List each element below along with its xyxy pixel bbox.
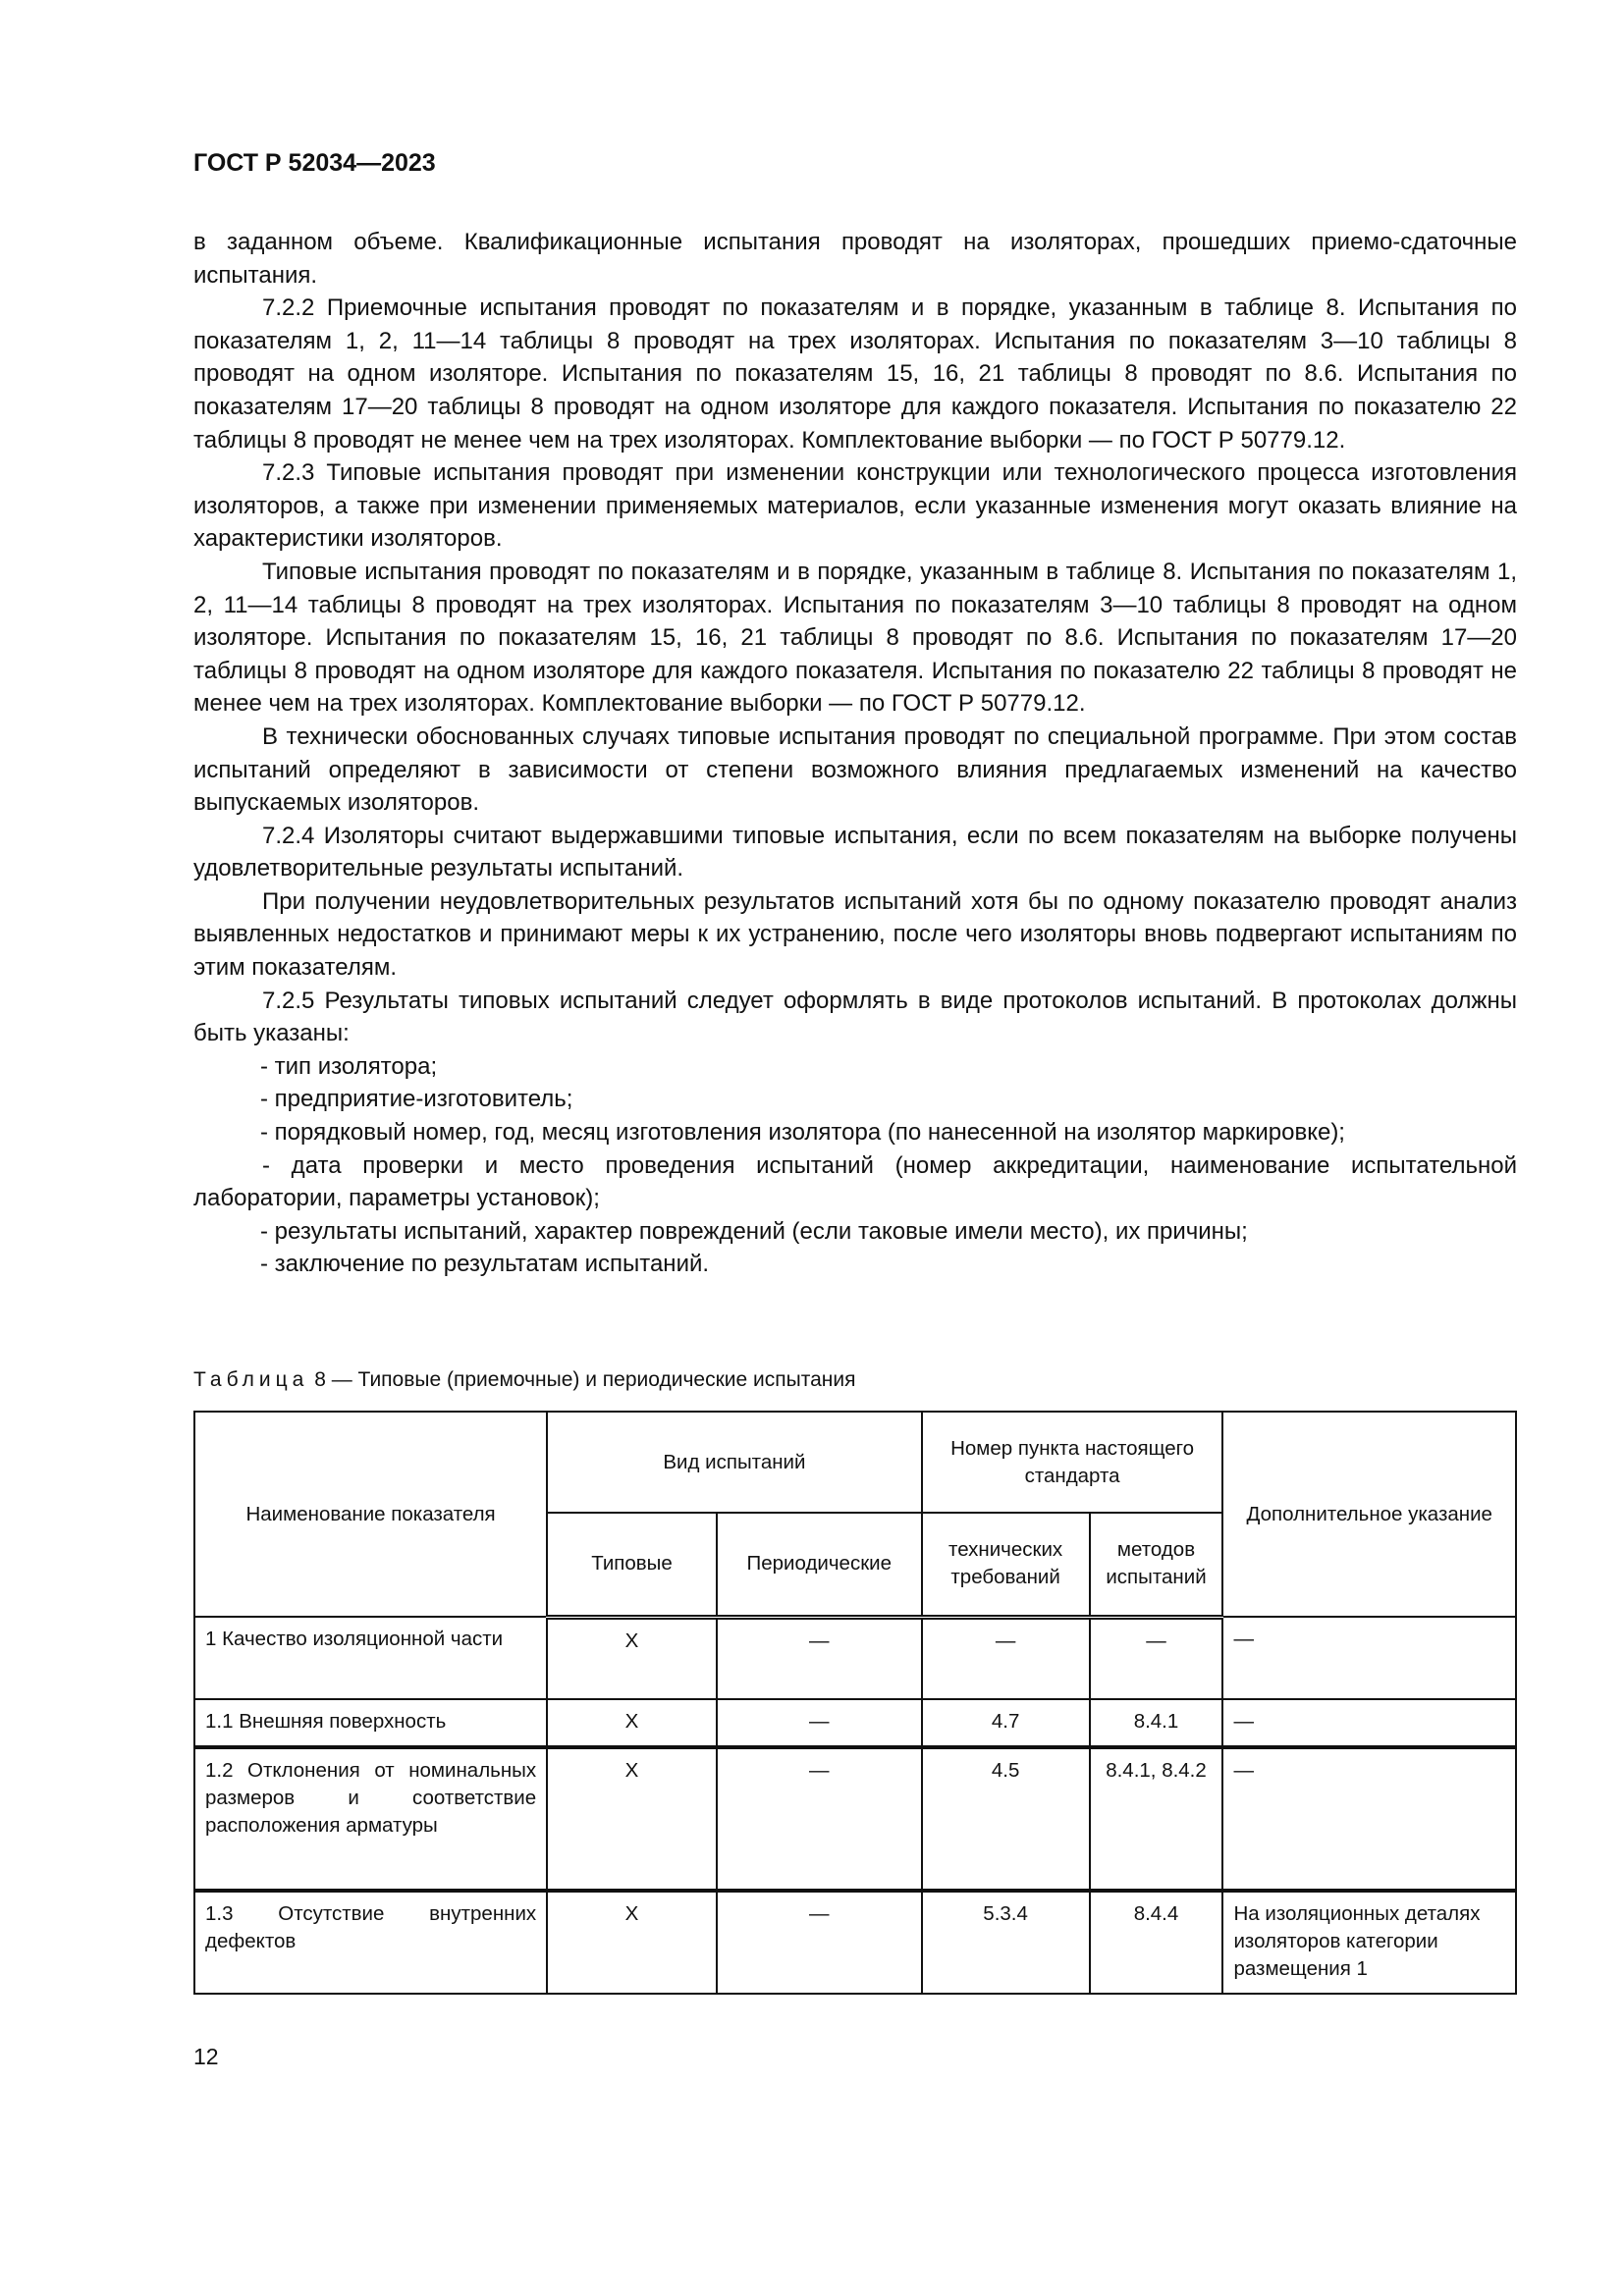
cell-methods: — bbox=[1090, 1617, 1223, 1699]
cell-name: 1.1 Внешняя поверхность bbox=[194, 1699, 547, 1747]
cell-name: 1 Качество изоляционной части bbox=[194, 1617, 547, 1699]
cell-note: На изоляционных деталях изоляторов категории размещения 1 bbox=[1222, 1891, 1516, 1994]
table-row bbox=[194, 1617, 1516, 1699]
header-note: Дополнительное указание bbox=[1222, 1412, 1516, 1617]
cell-typical: X bbox=[547, 1891, 717, 1994]
cell-periodic: — bbox=[717, 1747, 922, 1891]
table-row bbox=[194, 1891, 1516, 1994]
page-number: 12 bbox=[193, 2044, 219, 2069]
cell-tech: 4.5 bbox=[922, 1747, 1090, 1891]
paragraph: 7.2.4 Изоляторы считают выдержавшими типовые испытания, если по всем показателям на выборке получены удовлетворительные результаты испытаний. bbox=[193, 822, 1517, 882]
table-row bbox=[194, 1747, 1516, 1891]
table-caption-title: 8 — Типовые (приемочные) и периодические испытания bbox=[314, 1368, 856, 1391]
cell-name: 1.3 Отсутствие внутренних дефектов bbox=[194, 1891, 547, 1994]
paragraph: В технически обоснованных случаях типовые испытания проводят по специальной программе. При этом состав испытаний определяют в зависимости от степени возможного влияния предлагаемых изменений на качество выпускаемых изоляторов. bbox=[193, 722, 1517, 817]
list-item: - дата проверки и место проведения испытаний (номер аккредитации, наименование испытательной лаборатории, параметры установок); bbox=[193, 1151, 1517, 1212]
cell-note: — bbox=[1222, 1747, 1516, 1891]
table-caption bbox=[193, 1368, 855, 1392]
paragraph: 7.2.2 Приемочные испытания проводят по показателям и в порядке, указанным в таблице 8. Испытания по показателям 1, 2, 11—14 таблицы 8 проводят на трех изоляторах. Испытания по показателям 3—10 таблицы 8 проводят на одном изоляторе. Испытания по показателям 15, 16, 21 таблицы 8 проводят по 8.6. Испытания по показателям 17—20 таблицы 8 проводят на одном изоляторе для каждого показателя. Испытания по показателю 22 таблицы 8 проводят не менее чем на трех изоляторах. Комплектование выборки — по ГОСТ Р 50779.12. bbox=[193, 294, 1517, 454]
cell-periodic: — bbox=[717, 1699, 922, 1747]
document-header: ГОСТ Р 52034—2023 bbox=[193, 149, 436, 177]
paragraph: При получении неудовлетворительных результатов испытаний хотя бы по одному показателю проводят анализ выявленных недостатков и принимают меры к их устранению, после чего изоляторы вновь подвергают испытаниям по этим показателям. bbox=[193, 887, 1517, 982]
list-item: - результаты испытаний, характер повреждений (если таковые имели место), их причины; bbox=[260, 1217, 1248, 1245]
list-item: - заключение по результатам испытаний. bbox=[260, 1251, 710, 1278]
cell-periodic: — bbox=[717, 1617, 922, 1699]
table-caption-word: Таблица bbox=[193, 1368, 309, 1391]
list-item: - порядковый номер, год, месяц изготовления изолятора (по нанесенной на изолятор маркировке); bbox=[260, 1119, 1345, 1147]
header-tech: технических требований bbox=[922, 1513, 1090, 1617]
header-name: Наименование показателя bbox=[194, 1412, 547, 1617]
cell-tech: 5.3.4 bbox=[922, 1891, 1090, 1994]
cell-note: — bbox=[1222, 1699, 1516, 1747]
header-clause: Номер пункта настоящего стандарта bbox=[922, 1412, 1223, 1513]
paragraph: Типовые испытания проводят по показателям и в порядке, указанным в таблице 8. Испытания по показателям 1, 2, 11—14 таблицы 8 проводят на трех изоляторах. Испытания по показателям 3—10 таблицы 8 проводят на одном изоляторе. Испытания по показателям 15, 16, 21 таблицы 8 проводят по 8.6. Испытания по показателям 17—20 таблицы 8 проводят на одном изоляторе для каждого показателя. Испытания по показателю 22 таблицы 8 проводят не менее чем на трех изоляторах. Комплектование выборки — по ГОСТ Р 50779.12. bbox=[193, 558, 1517, 718]
cell-note: — bbox=[1222, 1617, 1516, 1699]
header-methods: методов испытаний bbox=[1090, 1513, 1223, 1617]
header-typical: Типовые bbox=[547, 1513, 717, 1617]
header-kind: Вид испытаний bbox=[547, 1412, 922, 1513]
paragraph: в заданном объеме. Квалификационные испытания проводят на изоляторах, прошедших приемо-сдаточные испытания. bbox=[193, 229, 1517, 289]
list-item: - тип изолятора; bbox=[260, 1052, 438, 1080]
cell-periodic: — bbox=[717, 1891, 922, 1994]
cell-typical: X bbox=[547, 1617, 717, 1699]
cell-typical: X bbox=[547, 1699, 717, 1747]
cell-tech: — bbox=[922, 1617, 1090, 1699]
cell-typical: X bbox=[547, 1747, 717, 1891]
cell-methods: 8.4.4 bbox=[1090, 1891, 1223, 1994]
paragraph: 7.2.5 Результаты типовых испытаний следует оформлять в виде протоколов испытаний. В протоколах должны быть указаны: bbox=[193, 987, 1517, 1047]
cell-name: 1.2 Отклонения от номинальных размеров и соответствие расположения арматуры bbox=[194, 1747, 547, 1891]
list-item: - предприятие-изготовитель; bbox=[260, 1086, 573, 1113]
table-row bbox=[194, 1699, 1516, 1747]
cell-methods: 8.4.1 bbox=[1090, 1699, 1223, 1747]
cell-methods: 8.4.1, 8.4.2 bbox=[1090, 1747, 1223, 1891]
tests-table bbox=[193, 1411, 1517, 1995]
body-text bbox=[193, 226, 1517, 1281]
header-periodic: Периодические bbox=[717, 1513, 922, 1617]
paragraph: 7.2.3 Типовые испытания проводят при изменении конструкции или технологического процесса изготовления изоляторов, а также при изменении применяемых материалов, если указанные изменения могут оказать влияние на характеристики изоляторов. bbox=[193, 459, 1517, 553]
cell-tech: 4.7 bbox=[922, 1699, 1090, 1747]
